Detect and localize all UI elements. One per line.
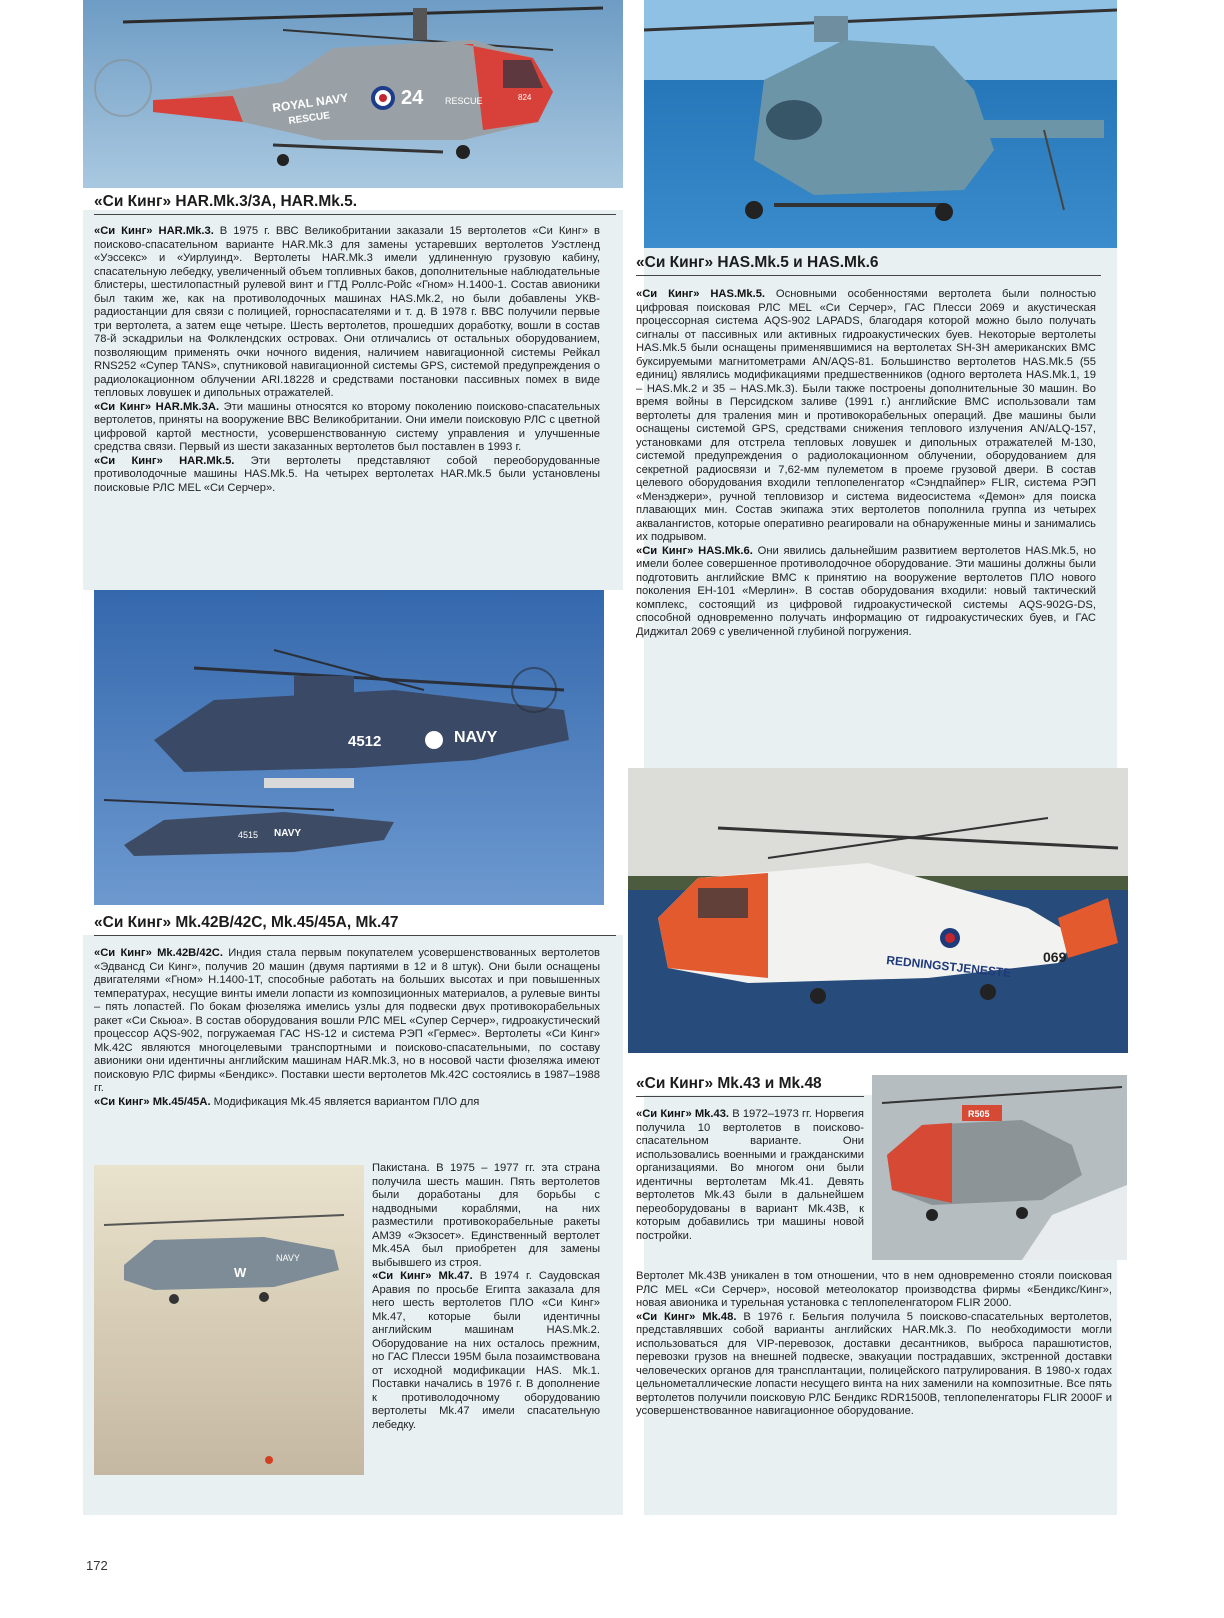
photo-har-mk3 [83,0,623,188]
para-lead: «Си Кинг» HAR.Mk.3A. [94,400,220,413]
para-lead: «Си Кинг» Mk.45/45A. [94,1095,211,1108]
para-lead: «Си Кинг» HAS.Mk.6. [636,544,753,557]
photo-mk43-large [628,768,1128,1053]
navy-small: NAVY [274,828,302,839]
section-body-mk43-narrow [636,1108,864,1270]
section-heading-mk42: «Си Кинг» Mk.42B/42C, Mk.45/45A, Mk.47 [94,914,616,936]
mk45-letter: W [234,1265,247,1280]
section-heading-has-mk5: «Си Кинг» HAS.Mk.5 и HAS.Mk.6 [636,254,1101,276]
photo-mk45 [94,1165,364,1475]
norway-number: 069 [1043,949,1067,965]
para-lead: «Си Кинг» HAR.Mk.3. [94,225,214,237]
section-body-has-mk5 [636,288,1096,748]
para-text: Эти вертолеты представляют собой переоборудованные противолодочные машины HAS.Mk.5. На четырех вертолетах HAR.Mk.5 были установлены поисковые РЛС MEL «Си Серчер». [94,454,600,494]
number-small: 4515 [238,830,259,840]
rescue-label-2: RESCUE [287,110,331,127]
norway-label: REDNINGSTJENESTE [885,953,1012,981]
section-heading-har-mk3: «Си Кинг» HAR.Mk.3/3A, HAR.Mk.5. [94,193,616,215]
para-text: Вертолет Mk.43B уникален в том отношении, что в нем одновременно стояли поисковая РЛС MEL «Си Серчер», носовой метеолокатор производства фирмы «Бендикс/Кинг», новая авионика и турельная установка с теплопеленгатором FLIR 2000. [636,1270,1112,1309]
para-lead: «Си Кинг» HAR.Mk.5. [94,454,235,467]
side-label: RESCUE [445,96,483,106]
para-text: В 1972–1973 гг. Норвегия получила 10 вертолетов в поисково-спасательном варианте. Они использовались военными и гражданскими организациями. Во многом они были идентичны вертолетам Mk.41. Девять вертолетов Mk.43 были в дальнейшем переоборудованы в вариант Mk.43B, к которым добавились три машины новой постройки. [636,1108,864,1242]
para-text: В 1975 г. ВВС Великобритании заказали 15 вертолетов «Си Кинг» в поисково-спасательном варианте HAR.Mk.3 для замены устаревших вертолетов Уэстленд «Уэссекс» и «Уирлуинд». Вертолеты HAR.Mk.3 имели удлиненную грузовую кабину, спасательную лебедку, увеличенный объем топливных баков, дополнительные наблюдательные блистеры, шестилопастный рулевой винт и ГТД Роллс-Ройс «Гном» H.1400-1. Состав авионики был таким же, как на противолодочных машинах HAS.Mk.2, но были добавлены УКВ-радиостанции для связи с полицией, горноспасателями и т. д. В 1978 г. ВВС получили первые три вертолета, а затем еще четыре. Шесть вертолетов, прошедших доработку, вошли в состав 78-й эскадрильи на Фолклендских островах. Они отличались от остальных оборудованием, позволяющим применять очки ночного видения, наличием навигационной системы Рейкал RNS252 «Супер TANS», спутниковой навигационной системы GPS, системой предупреждения о радиолокационном облучении ARI.18228 и средствами постановки пассивных помех в виде тепловых ловушек и дипольных отражателей. [94,225,600,399]
para [636,1108,864,1243]
para [636,545,1096,640]
para [94,225,600,401]
section-body-mk42 [94,947,600,1162]
mk43-code: R505 [968,1109,990,1119]
section-body-mk45-wrap [372,1162,600,1480]
para-text: Эти машины относятся ко второму поколению поисково-спасательных вертолетов, приняты на вооружение ВВС Великобритании. Они имели поисковую РЛС с цветной цифровой картой местности, усовершенствованную систему управления и улучшенные средства связи. Первый из шести заказанных вертолетов был поставлен в 1993 г. [94,400,600,453]
para-lead: «Си Кинг» Mk.42B/42C. [94,947,223,959]
para-text: Они явились дальнейшим развитием вертолетов HAS.Mk.5, но имели более совершенное противолодочное оборудование. Эти машины должны были подготовить английские ВМС к принятию на вооружение вертолетов ПЛО нового поколения EH-101 «Мерлин». В состав оборудования входили: новый тактический комплекс, состоящий из цифровой гидроакустической системы AQS-902G-DS, способной одновременно получать информацию от гидроакустических буев, и ГАС Диджитал 2069 с увеличенной глубиной погружения. [636,544,1096,638]
section-heading-mk43: «Си Кинг» Mk.43 и Mk.48 [636,1075,864,1097]
para-text: Основными особенностями вертолета были полностью цифровая поисковая РЛС MEL «Си Серчер», ГАС Плесси 2069 и акустическая процессорная система AQS-902 LAPADS, благодаря которой можно было получать сигналы от пассивных или активных гидроакустических буев. Некоторые вертолеты HAS.Mk.5 были оснащены применявшимися на вертолетах SH-3H американских ВМС буксируемыми магнитометрами AN/AQS-81. Большинство вертолетов HAS.Mk.5 (55 единиц) являлись модификациями предшественников (одного вертолета HAS.Mk.1, 19 – HAS.Mk.2 и 35 – HAS.Mk.3). Были также построены дополнительные 30 машин. Во время войны в Персидском заливе (1991 г.) английские ВМС использовали там вертолеты для траления мин и противокорабельных операций. Две машины были оснащены системой GPS, средствами снижения теплового излучения AN/ALQ-157, установками для отстрела тепловых ловушек и дипольных отражателей M-130, системой предупреждения о радиолокационном облучении, оборудованием для секретной радиосвязи и 7,62-мм пулеметом в проеме грузовой двери. В состав целевого оборудования входили теплопеленгатор «Сэндпайпер» FLIR, система РЭП «Менэджери», ручной тепловизор и система видеосистема «Демон» для поиска плавающих мин. Состав экипажа этих вертолетов пополнила группа из четырех аквалангистов, которые оперативно реагировали на обнаруженные мины и занимались их подрывом. [636,288,1096,543]
para-lead: «Си Кинг» Mk.47. [372,1270,473,1282]
rescue-label-1: ROYAL NAVY [271,90,350,115]
para [636,1311,1112,1419]
section-body-har-mk3 [94,225,600,575]
para [636,288,1096,545]
para-lead: «Си Кинг» HAS.Mk.5. [636,288,766,300]
para [94,401,600,455]
para [94,455,600,496]
photo-mk42 [94,590,604,905]
para-lead: «Си Кинг» Mk.48. [636,1310,737,1323]
para [636,1270,1112,1311]
photo-has-mk5 [644,0,1117,248]
para [94,1096,600,1110]
para-lead: «Си Кинг» Mk.43. [636,1108,730,1120]
number-big: 4512 [348,733,382,750]
para [372,1162,600,1270]
para-text: В 1976 г. Бельгия получила 5 поисково-спасательных вертолетов, представлявших собой варианты английских HAR.Mk.3. По необходимости могли использоваться для VIP-перевозок, доставки десантников, выброса парашютистов, перевозки грузов на внешней подвеске, эвакуации пострадавших, экстренной доставки человеческих органов для трансплантации, полицейского патрулирования. В 1980-х годах цельнометаллические лопасти несущего винта на них заменили на композитные. Все пять вертолетов получили поисковую РЛС Бендикс RDR1500B, теплопеленгаторы FLIR 2000F и усовершенствованное навигационное оборудование. [636,1310,1112,1417]
section-body-mk43-full [636,1270,1112,1495]
para-text: Модификация Mk.45 является вариантом ПЛО для [210,1095,480,1108]
fuselage-number: 24 [401,87,424,109]
page-number: 172 [86,1558,108,1573]
para [94,947,600,1096]
mk45-navy: NAVY [276,1253,300,1263]
para-text: В 1974 г. Саудовская Аравия по просьбе Египта заказала для него шесть вертолетов ПЛО «Си Кинг» Mk.47, которые были идентичны английским машинам HAS.Mk.2. Оборудование на них осталось прежним, но ГАС Плесси 195M была позаимствована от исходной модификации HAS. Mk.1. Поставки начались в 1976 г. В дополнение к противолодочному оборудованию вертолеты Mk.47 имели спасательную лебедку. [372,1270,600,1431]
para [372,1270,600,1432]
code-label: 824 [518,93,532,102]
photo-mk43-small [872,1075,1127,1260]
navy-big: NAVY [454,729,498,746]
para-text: Индия стала первым покупателем усовершенствованных вертолетов «Эдвансд Си Кинг», получив 20 машин (двумя партиями в 12 и 8 штук). Они были оснащены двигателями «Гном» H.1400-1T, способные работать на больших высотах и при повышенных температурах, несущие винты имели лопасти из композиционных материалов, а рулевые винты – пять лопастей. По бокам фюзеляжа имелись узлы для подвески двух противокорабельных ракет «Си Скьюа». В состав оборудования вошли РЛС MEL «Супер Серчер», гидроакустический процессор AQS-902, погружаемая ГАС HS-12 и система РЭП «Гермес». Вертолеты «Си Кинг» Mk.42C являются многоцелевыми транспортными и поисково-спасательными, по составу авионики они идентичны английским машинам HAR.Mk.3, но в носовой части фюзеляжа имеют поисковую РЛС фирмы «Бендикс». Поставки шести вертолетов Mk.42C состоялись в 1987–1988 гг. [94,947,600,1094]
para-text: Пакистана. В 1975 – 1977 гг. эта страна получила шесть машин. Пять вертолетов были доработаны для борьбы с надводными кораблями, на них разместили противокорабельные ракеты AM39 «Экзосет». Единственный вертолет Mk.45A был приобретен для замены выбывшего из строя. [372,1162,600,1269]
